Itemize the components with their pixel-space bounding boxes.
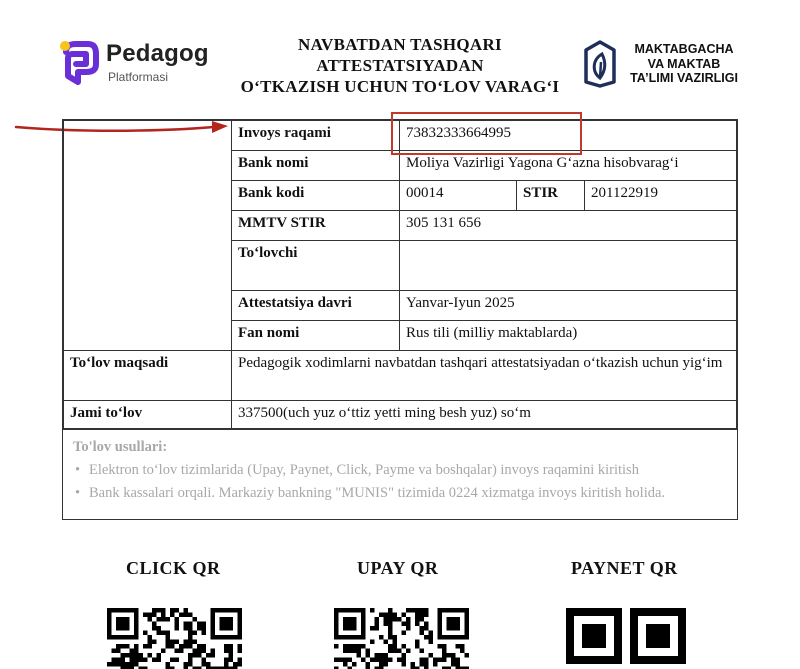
ministry-name bbox=[624, 42, 744, 86]
bank-code-label: Bank kodi bbox=[232, 181, 400, 211]
qr-code-icon bbox=[334, 608, 469, 669]
invoice-details bbox=[63, 120, 737, 429]
payer-value bbox=[400, 241, 737, 291]
brand-subtitle: Platformasi bbox=[108, 70, 169, 84]
stir-value: 201122919 bbox=[585, 181, 737, 211]
title-line-2: ATTESTATSIYADAN bbox=[316, 56, 484, 75]
upay-qr-label: UPAY QR bbox=[357, 558, 439, 578]
payment-methods bbox=[63, 429, 737, 519]
attestation-period-value: Yanvar-Iyun 2025 bbox=[400, 291, 737, 321]
ministry-line-1: MAKTABGACHA bbox=[634, 42, 734, 56]
subject-value: Rus tili (milliy maktablarda) bbox=[400, 321, 737, 351]
document-title bbox=[210, 34, 590, 97]
brand-name: Pedagog bbox=[106, 40, 209, 67]
click-qr-label: CLICK QR bbox=[126, 558, 221, 578]
ministry-line-3: TA’LIMI VAZIRLIGI bbox=[630, 71, 738, 85]
table-row bbox=[64, 401, 737, 429]
list-item: • Elektron to‘lov tizimlarida (Upay, Paynet, Click, Payme va boshqalar) invoys raqamini kiritish bbox=[73, 461, 727, 480]
bank-name-value: Moliya Vazirligi Yagona G‘azna hisobvarag‘i bbox=[400, 151, 737, 181]
purpose-label: To‘lov maqsadi bbox=[64, 351, 232, 401]
bank-code-value: 00014 bbox=[400, 181, 517, 211]
payer-label: To‘lovchi bbox=[232, 241, 400, 291]
paynet-qr-code[interactable] bbox=[566, 608, 688, 669]
ministry-line-2: VA MAKTAB bbox=[647, 56, 721, 71]
qr-code-icon bbox=[566, 608, 688, 669]
invoice-number-value: 73832333664995 bbox=[400, 121, 737, 151]
total-value: 337500(uch yuz o‘ttiz yetti ming besh yuz) so‘m bbox=[232, 401, 737, 429]
payment-methods-title: To'lov usullari: bbox=[73, 439, 168, 455]
ministry-logo bbox=[580, 38, 750, 90]
list-item: • Bank kassalari orqali. Markaziy bankning "MUNIS" tizimida 0224 xizmatga invoys kiritish holida. bbox=[73, 484, 727, 503]
payment-methods-list bbox=[73, 461, 727, 503]
empty-left-cell bbox=[64, 121, 232, 351]
pedagog-logo-icon bbox=[58, 38, 102, 86]
invoice-table bbox=[62, 119, 738, 520]
total-label: Jami to‘lov bbox=[64, 401, 232, 429]
table-row bbox=[64, 351, 737, 401]
title-line-3: O‘TKAZISH UCHUN TO‘LOV VARAG‘I bbox=[240, 77, 560, 96]
stir-label: STIR bbox=[517, 181, 585, 211]
qr-code-icon bbox=[107, 608, 242, 669]
click-qr-code[interactable] bbox=[107, 608, 242, 669]
book-leaf-icon bbox=[580, 38, 620, 88]
paynet-qr-label: PAYNET QR bbox=[571, 558, 678, 578]
invoice-number-label: Invoys raqami bbox=[232, 121, 400, 151]
title-line-1: NAVBATDAN TASHQARI bbox=[298, 35, 502, 54]
mmtv-stir-value: 305 131 656 bbox=[400, 211, 737, 241]
pedagog-logo bbox=[58, 38, 228, 90]
invoice-number-highlight bbox=[391, 112, 582, 155]
attestation-period-label: Attestatsiya davri bbox=[232, 291, 400, 321]
upay-qr-code[interactable] bbox=[334, 608, 469, 669]
subject-label: Fan nomi bbox=[232, 321, 400, 351]
mmtv-stir-label: MMTV STIR bbox=[232, 211, 400, 241]
bank-name-label: Bank nomi bbox=[232, 151, 400, 181]
purpose-value: Pedagogik xodimlarni navbatdan tashqari attestatsiyadan o‘tkazish uchun yig‘im bbox=[232, 351, 737, 401]
